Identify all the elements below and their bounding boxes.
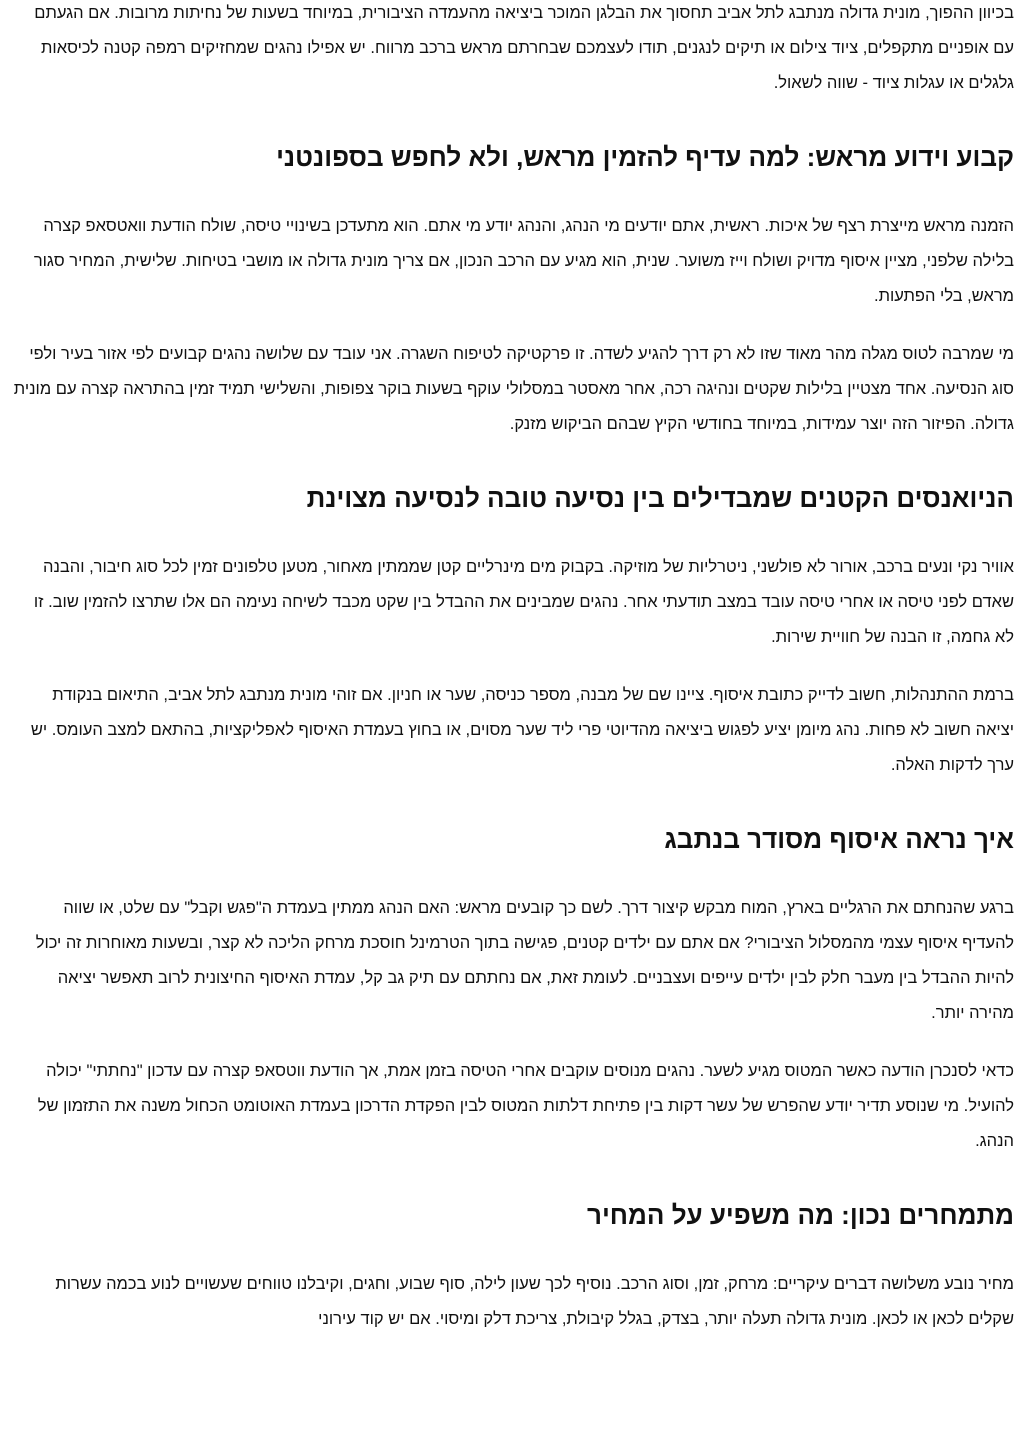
section-heading: מתמחרים נכון: מה משפיע על המחיר <box>586 1200 1014 1230</box>
paragraph: בכיוון ההפוך, מונית גדולה מנתבג לתל אביב תחסוך את הבלגן המוכר ביציאה מהעמדה הציבורית, במיוחד בשעות של נחיתות מרובות. אם הגעתם עם אופניים מתקפלים, ציוד צילום או תיקים לנגנים, תודו לעצמכם שבחרתם מראש ברכב מרווח. יש אפילו נהגים שמחזיקים רמפה קטנה לכיסאות גלגלים או עגלות ציוד - שווה לשאול. <box>34 4 1014 92</box>
section-heading: איך נראה איסוף מסודר בנתבג <box>664 824 1014 854</box>
section-airport-pickup <box>12 783 1014 1159</box>
section-heading: קבוע וידוע מראש: למה עדיף להזמין מראש, ולא לחפש בספונטני <box>276 142 1014 172</box>
section-prebooking <box>12 101 1014 442</box>
paragraph: מחיר נובע משלושה דברים עיקריים: מרחק, זמן, וסוג הרכב. נוסיף לכך שעון לילה, סוף שבוע, וחגים, וקיבלנו טווחים שעשויים לנוע בכמה עשרות שקלים לכאן או לכאן. מונית גדולה תעלה יותר, בצדק, בגלל קיבולת, צריכת דלק ומיסוי. אם יש קוד עירוני <box>55 1275 1014 1328</box>
paragraph: כדאי לסנכרן הודעה כאשר המטוס מגיע לשער. נהגים מנוסים עוקבים אחרי הטיסה בזמן אמת, אך הודעת ווטסאפ קצרה עם עדכון "נחתתי" יכולה להועיל. מי שנוסע תדיר יודע שהפרש של עשר דקות בין פתיחת דלתות המטוס לבין הפקדת הדרכון בעמדת האוטומט הכחול משנה את התזמון של הנהג. <box>37 1062 1014 1150</box>
paragraph: אוויר נקי ונעים ברכב, אורור לא פולשני, ניטרליות של מוזיקה. בקבוק מים מינרליים קטן שממתין מאחור, מטען טלפונים זמין לכל סוג חיבור, והבנה שאדם לפני טיסה או אחרי טיסה עובד במצב תודעתי אחר. נהגים שמבינים את ההבדל בין שקט מכבד לשיחה נעימה הם אלו שתרצו להזמין שוב. זו לא גחמה, זו הבנה של חוויית שירות. <box>33 558 1014 646</box>
paragraph: ברגע שהנחתם את הרגליים בארץ, המוח מבקש קיצור דרך. לשם כך קובעים מראש: האם הנהג ממתין בעמדת ה"פגש וקבל" עם שלט, או שווה להעדיף איסוף עצמי מהמסלול הציבורי? אם אתם עם ילדים קטנים, פגישה בתוך הטרמינל חוסכת מרחק הליכה לא קצר, ובשעות מאוחרות זה יכול להיות ההבדל בין מעבר חלק לבין ילדים עייפים ועצבניים. לעומת זאת, אם נחתתם עם תיק גב קל, עמדת האיסוף החיצונית לרוב תאפשר יציאה מהירה יותר. <box>35 899 1014 1022</box>
paragraph: ברמת ההתנהלות, חשוב לדייק כתובת איסוף. ציינו שם של מבנה, מספר כניסה, שער או חניון. אם זוהי מונית מנתבג לתל אביב, התיאום בנקודת יציאה חשוב לא פחות. נהג מיומן יציע לפגוש ביציאה מהדיוטי פרי ליד שער מסוים, או בחוץ בעמדת האיסוף לאפליקציות, בהתאם למצב העומס. יש ערך לדקות האלה. <box>30 686 1014 774</box>
section-nuances <box>12 442 1014 783</box>
intro-section <box>12 0 1014 101</box>
paragraph: מי שמרבה לטוס מגלה מהר מאוד שזו לא רק דרך להגיע לשדה. זו פרקטיקה לטיפוח השגרה. אני עובד עם שלושה נהגים קבועים לפי אזור בעיר ולפי סוג הנסיעה. אחד מצטיין בלילות שקטים ונהיגה רכה, אחר מאסטר במסלולי עוקף בשעות בוקר צפופות, והשלישי תמיד זמין בהתראה קצרה עם מונית גדולה. הפיזור הזה יוצר עמידות, במיוחד בחודשי הקיץ שבהם הביקוש מזנק. <box>13 345 1014 433</box>
section-pricing <box>12 1159 1014 1337</box>
section-heading: הניואנסים הקטנים שמבדילים בין נסיעה טובה לנסיעה מצוינת <box>306 483 1014 513</box>
paragraph: הזמנה מראש מייצרת רצף של איכות. ראשית, אתם יודעים מי הנהג, והנהג יודע מי אתם. הוא מתעדכן בשינויי טיסה, שולח הודעת וואטסאפ קצרה בלילה שלפני, מציין איסוף מדויק ושולח וייז משוער. שנית, הוא מגיע עם הרכב הנכון, אם צריך מונית גדולה או מושבי בטיחות. שלישית, המחיר סגור מראש, בלי הפתעות. <box>33 217 1014 305</box>
